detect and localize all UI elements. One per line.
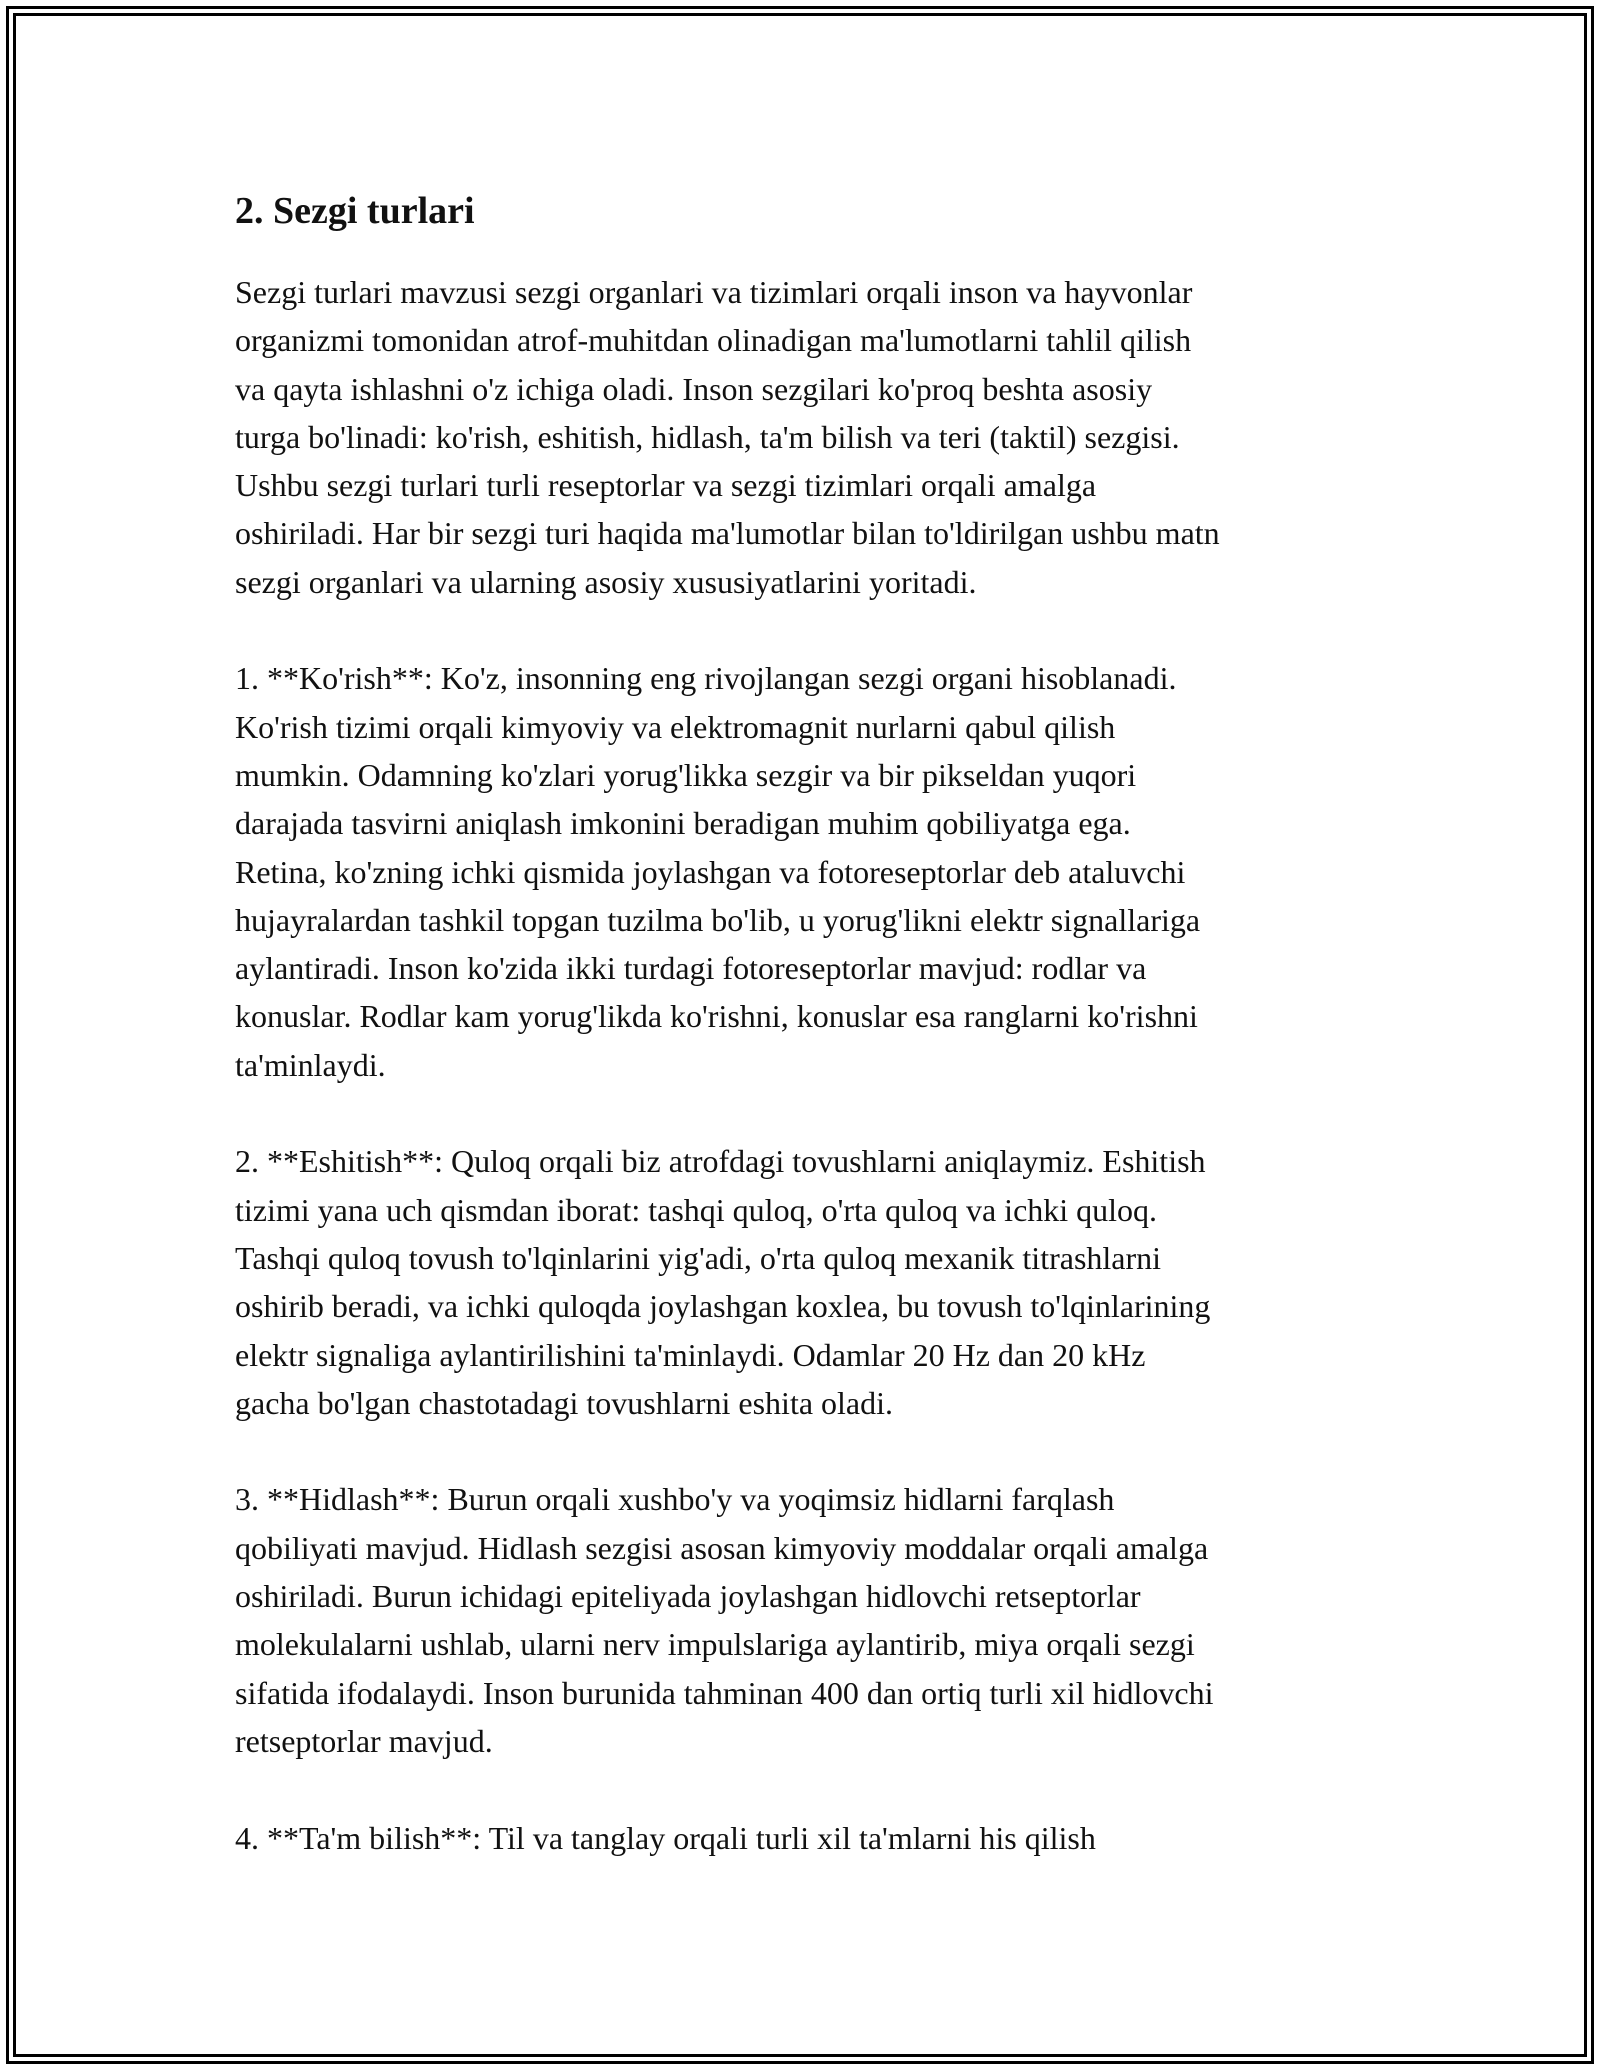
hidlash-paragraph: 3. **Hidlash**: Burun orqali xushbo'y va yoqimsiz hidlarni farqlash qobiliyati mavjud. Hidlash sezgisi asosan kimyoviy moddalar orqali amalga oshiriladi. Burun ichidagi epiteliyada joylashgan hidlovchi retseptorlar molekulalarni ushlab, ularni nerv impulslariga aylantirib, miya orqali sezgi sifatida ifodalaydi. Inson burunida tahminan 400 dan ortiq turli xil hidlovchi retseptorlar mavjud. (235, 1481, 1214, 1759)
korish-paragraph: 1. **Ko'rish**: Ko'z, insonning eng rivojlangan sezgi organi hisoblanadi. Ko'rish tizimi orqali kimyoviy va elektromagnit nurlarni qabul qilish mumkin. Odamning ko'zlari yorug'likka sezgir va bir pikseldan yuqori darajada tasvirni aniqlash imkonini beradigan muhim qobiliyatga ega. Retina, ko'zning ichki qismida joylashgan va fotoreseptorlar deb ataluvchi hujayralardan tashkil topgan tuzilma bo'lib, u yorug'likni elektr signallariga aylantiradi. Inson ko'zida ikki turdagi fotoreseptorlar mavjud: rodlar va konuslar. Rodlar kam yorug'likda ko'rishni, konuslar esa ranglarni ko'rishni ta'minlaydi. (235, 660, 1201, 1083)
document-body (235, 185, 1375, 1910)
eshitish-paragraph: 2. **Eshitish**: Quloq orqali biz atrofdagi tovushlarni aniqlaymiz. Eshitish tizimi yana uch qismdan iborat: tashqi quloq, o'rta quloq va ichki quloq. Tashqi quloq tovush to'lqinlarini yig'adi, o'rta quloq mexanik titrashlarni oshirib beradi, va ichki quloqda joylashgan koxlea, bu tovush to'lqinlarining elektr signaliga aylantirilishini ta'minlaydi. Odamlar 20 Hz dan 20 kHz gacha bo'lgan chastotadagi tovushlarni eshita oladi. (235, 1143, 1211, 1421)
tam-bilish-paragraph: 4. **Ta'm bilish**: Til va tanglay orqali turli xil ta'mlarni his qilish (235, 1819, 1096, 1856)
intro-paragraph: Sezgi turlari mavzusi sezgi organlari va tizimlari orqali inson va hayvonlar organizmi tomonidan atrof-muhitdan olinadigan ma'lumotlarni tahlil qilish va qayta ishlashni o'z ichiga oladi. Inson sezgilari ko'proq beshta asosiy turga bo'linadi: ko'rish, eshitish, hidlash, ta'm bilish va teri (taktil) sezgisi. Ushbu sezgi turlari turli reseptorlar va sezgi tizimlari orqali amalga oshiriladi. Har bir sezgi turi haqida ma'lumotlar bilan to'ldirilgan ushbu matn sezgi organlari va ularning asosiy xususiyatlarini yoritadi. (235, 274, 1220, 600)
section-heading: 2. Sezgi turlari (235, 190, 475, 232)
